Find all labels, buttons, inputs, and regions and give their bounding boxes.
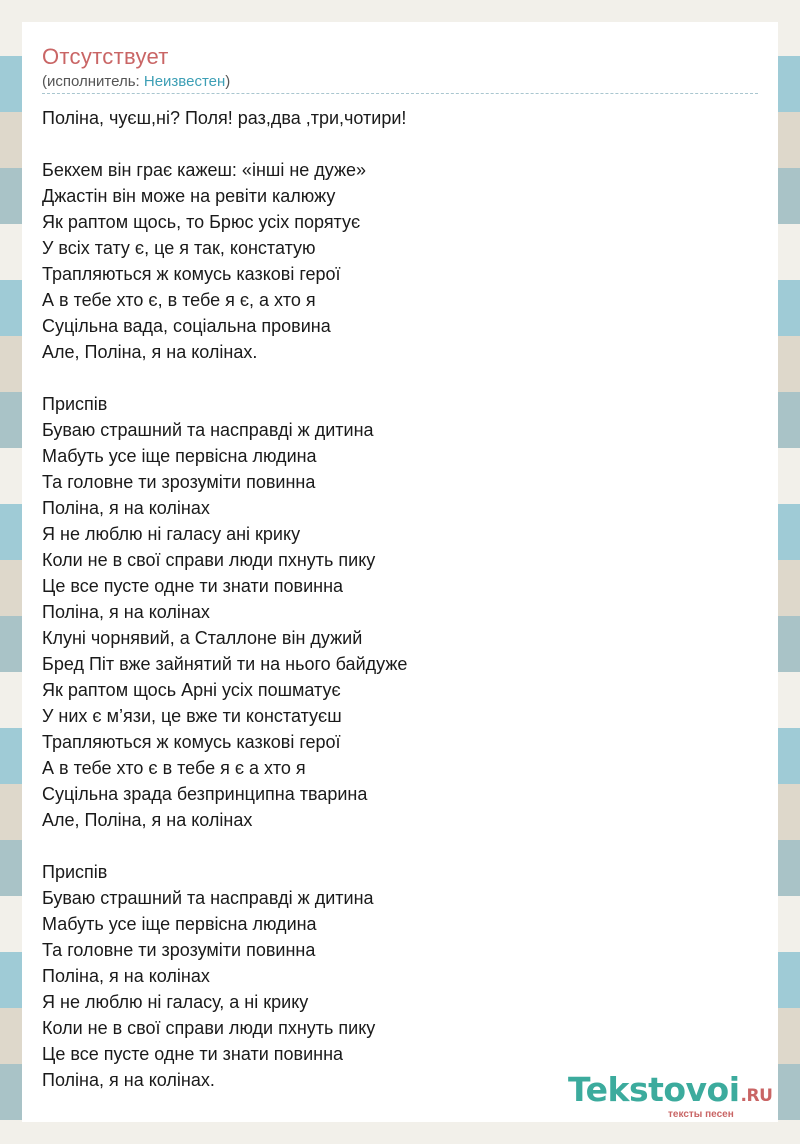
lyric-line: Коли не в свої справи люди пхнуть пику xyxy=(42,550,376,570)
lyric-line: Я не люблю ні галасу, а ні крику xyxy=(42,992,309,1012)
lyric-line: Бред Піт вже зайнятий ти на нього байдуже xyxy=(42,654,408,674)
header-divider xyxy=(42,93,758,94)
lyric-line: Поліна, я на колінах xyxy=(42,966,210,986)
artist-line xyxy=(42,73,230,90)
logo-suffix: .RU xyxy=(740,1086,773,1106)
lyric-line: Суцільна вада, соціальна провина xyxy=(42,316,331,336)
lyrics-card xyxy=(22,22,778,1122)
lyric-line: Приспів xyxy=(42,394,108,414)
lyric-line: Як раптом щось, то Брюс усіх порятує xyxy=(42,212,361,232)
lyric-line: Але, Поліна, я на колінах. xyxy=(42,342,258,362)
site-logo[interactable] xyxy=(568,1072,772,1114)
lyric-line: У всіх тату є, це я так, констатую xyxy=(42,238,316,258)
lyric-line: А в тебе хто є в тебе я є а хто я xyxy=(42,758,306,778)
artist-prefix: (исполнитель: xyxy=(42,73,144,90)
lyric-line: Трапляються ж комусь казкові герої xyxy=(42,264,341,284)
lyric-line: Коли не в свої справи люди пхнуть пику xyxy=(42,1018,376,1038)
lyric-line: А в тебе хто є, в тебе я є, а хто я xyxy=(42,290,316,310)
lyric-line: Мабуть усе іще первісна людина xyxy=(42,446,317,466)
lyric-line: Та головне ти зрозуміти повинна xyxy=(42,940,316,960)
lyric-line: Я не люблю ні галасу ані крику xyxy=(42,524,301,544)
logo-main: Tekstovoi xyxy=(568,1070,740,1109)
lyric-line: Буваю страшний та насправді ж дитина xyxy=(42,888,374,908)
lyric-line: Поліна, чуєш,ні? Поля! раз,два ,три,чотири! xyxy=(42,108,407,128)
lyric-line: Поліна, я на колінах xyxy=(42,602,210,622)
lyric-line: Поліна, я на колінах. xyxy=(42,1070,215,1090)
lyric-line: Мабуть усе іще первісна людина xyxy=(42,914,317,934)
lyric-line: Та головне ти зрозуміти повинна xyxy=(42,472,316,492)
lyric-line: Поліна, я на колінах xyxy=(42,498,210,518)
lyric-line: Джастін він може на ревіти калюжу xyxy=(42,186,336,206)
lyric-line: Буваю страшний та насправді ж дитина xyxy=(42,420,374,440)
lyrics-text xyxy=(42,105,742,1093)
lyric-line: Це все пусте одне ти знати повинна xyxy=(42,1044,344,1064)
lyric-line xyxy=(42,131,742,157)
artist-suffix: ) xyxy=(225,73,231,90)
lyric-line: Але, Поліна, я на колінах xyxy=(42,810,253,830)
logo-tagline: тексты песен xyxy=(668,1109,734,1120)
artist-link[interactable]: Неизвестен xyxy=(143,73,226,90)
lyric-line: Трапляються ж комусь казкові герої xyxy=(42,732,341,752)
lyric-line xyxy=(42,833,742,859)
lyric-line: Це все пусте одне ти знати повинна xyxy=(42,576,344,596)
lyric-line: Клуні чорнявий, а Сталлоне він дужий xyxy=(42,628,363,648)
lyric-line: Як раптом щось Арні усіх пошматує xyxy=(42,680,341,700)
song-title: Отсутствует xyxy=(42,44,169,69)
lyric-line: Суцільна зрада безпринципна тварина xyxy=(42,784,368,804)
lyric-line: Приспів xyxy=(42,862,108,882)
lyric-line xyxy=(42,365,742,391)
lyric-line: Бекхем він грає кажеш: «інші не дуже» xyxy=(42,160,367,180)
lyric-line: У них є м’язи, це вже ти констатуєш xyxy=(42,706,342,726)
